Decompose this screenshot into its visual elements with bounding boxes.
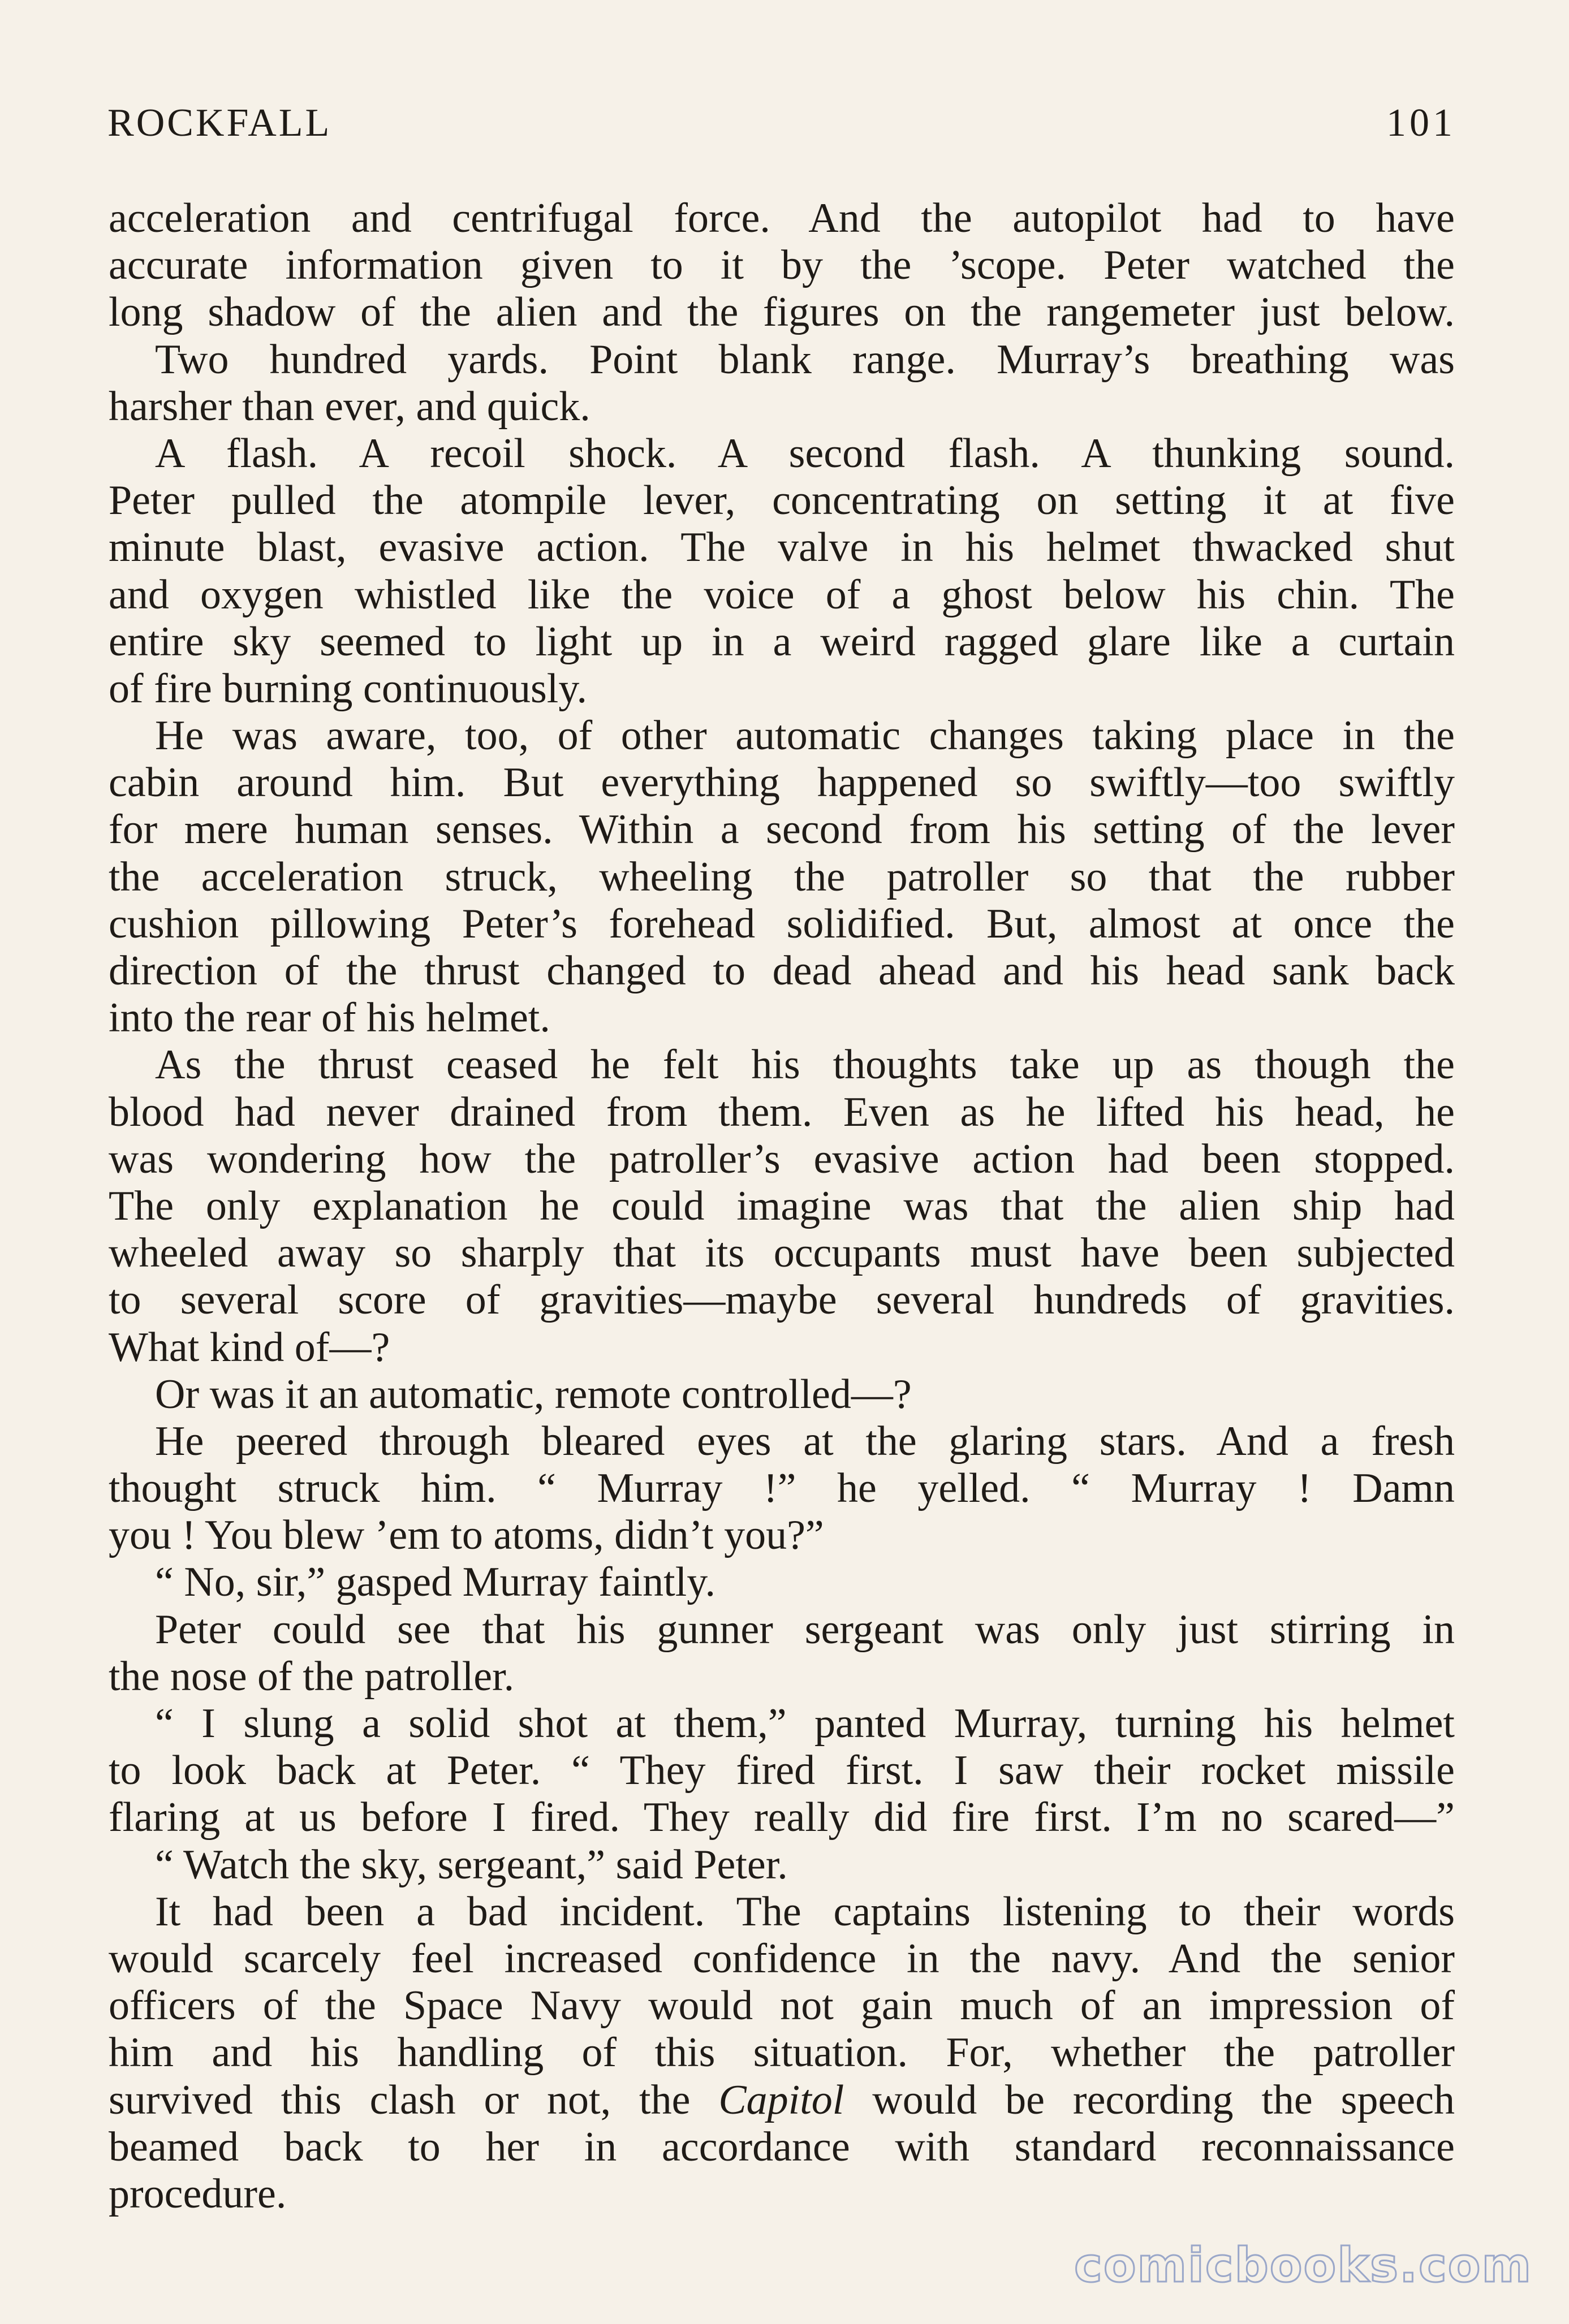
text-line: entire sky seemed to light up in a weird ragged glare like a curtain	[109, 618, 1455, 665]
text-line: long shadow of the alien and the figures on the rangemeter just below.	[109, 289, 1455, 336]
text-line: As the thrust ceased he felt his thoughts take up as though the	[155, 1042, 1455, 1088]
text-line: It had been a bad incident. The captains listening to their words	[155, 1888, 1455, 1935]
text-line: officers of the Space Navy would not gain much of an impression of	[109, 1982, 1455, 2029]
text-line: you ! You blew ’em to atoms, didn’t you?”	[109, 1512, 824, 1559]
text-line: direction of the thrust changed to dead ahead and his head sank back	[109, 948, 1455, 994]
text-line: survived this clash or not, the Capitol would be recording the speech	[109, 2076, 1455, 2123]
running-head	[107, 101, 1456, 152]
page-number: 101	[1386, 101, 1456, 145]
text-line: thought struck him. “ Murray !” he yelled. “ Murray ! Damn	[109, 1465, 1455, 1512]
text-line: “ No, sir,” gasped Murray faintly.	[155, 1559, 715, 1606]
text-line: the nose of the patroller.	[109, 1653, 515, 1700]
text-line: He peered through bleared eyes at the glaring stars. And a fresh	[155, 1418, 1455, 1465]
text-line: He was aware, too, of other automatic changes taking place in the	[155, 712, 1455, 759]
text-line: flaring at us before I fired. They really did fire first. I’m no scared—”	[109, 1794, 1455, 1841]
text-line: wheeled away so sharply that its occupants must have been subjected	[109, 1230, 1455, 1277]
text-line: accurate information given to it by the ’scope. Peter watched the	[109, 242, 1455, 289]
text-line: into the rear of his helmet.	[109, 995, 550, 1042]
text-line: procedure.	[109, 2170, 287, 2217]
text-line: Two hundred yards. Point blank range. Murray’s breathing was	[155, 336, 1455, 383]
ship-name: Capitol	[718, 2076, 844, 2123]
text-line: beamed back to her in accordance with standard reconnaissance	[109, 2123, 1455, 2170]
text-line: “ Watch the sky, sergeant,” said Peter.	[155, 1841, 788, 1888]
text-line: Or was it an automatic, remote controlled—?	[155, 1371, 912, 1418]
text-line: to several score of gravities—maybe several hundreds of gravities.	[109, 1277, 1455, 1324]
text-line: “ I slung a solid shot at them,” panted Murray, turning his helmet	[155, 1700, 1455, 1747]
text-line: for mere human senses. Within a second from his setting of the lever	[109, 806, 1455, 853]
body-text	[109, 195, 1455, 2218]
text-line: would scarcely feel increased confidence in the navy. And the senior	[109, 1935, 1455, 1982]
text-line: blood had never drained from them. Even as he lifted his head, he	[109, 1088, 1455, 1135]
running-title: ROCKFALL	[107, 101, 332, 145]
text-line: and oxygen whistled like the voice of a ghost below his chin. The	[109, 571, 1455, 618]
text-line: him and his handling of this situation. For, whether the patroller	[109, 2029, 1455, 2076]
watermark-logo: comicbooks.com	[1074, 2237, 1532, 2293]
text-line: Peter pulled the atompile lever, concentrating on setting it at five	[109, 477, 1455, 524]
text-line: of fire burning continuously.	[109, 665, 588, 712]
text-line: acceleration and centrifugal force. And the autopilot had to have	[109, 195, 1455, 241]
text-line: What kind of—?	[109, 1324, 390, 1371]
text-line: was wondering how the patroller’s evasive action had been stopped.	[109, 1135, 1455, 1182]
text-line: minute blast, evasive action. The valve in his helmet thwacked shut	[109, 524, 1455, 571]
text-line: The only explanation he could imagine was that the alien ship had	[109, 1182, 1455, 1229]
text-line: cabin around him. But everything happened so swiftly—too swiftly	[109, 759, 1455, 806]
text-line: the acceleration struck, wheeling the patroller so that the rubber	[109, 853, 1455, 900]
text-line: Peter could see that his gunner sergeant was only just stirring in	[155, 1606, 1455, 1653]
text-line: to look back at Peter. “ They fired first. I saw their rocket missile	[109, 1747, 1455, 1794]
text-line: cushion pillowing Peter’s forehead solidified. But, almost at once the	[109, 900, 1455, 947]
text-line: harsher than ever, and quick.	[109, 383, 590, 430]
text-line: A flash. A recoil shock. A second flash. A thunking sound.	[155, 430, 1455, 477]
